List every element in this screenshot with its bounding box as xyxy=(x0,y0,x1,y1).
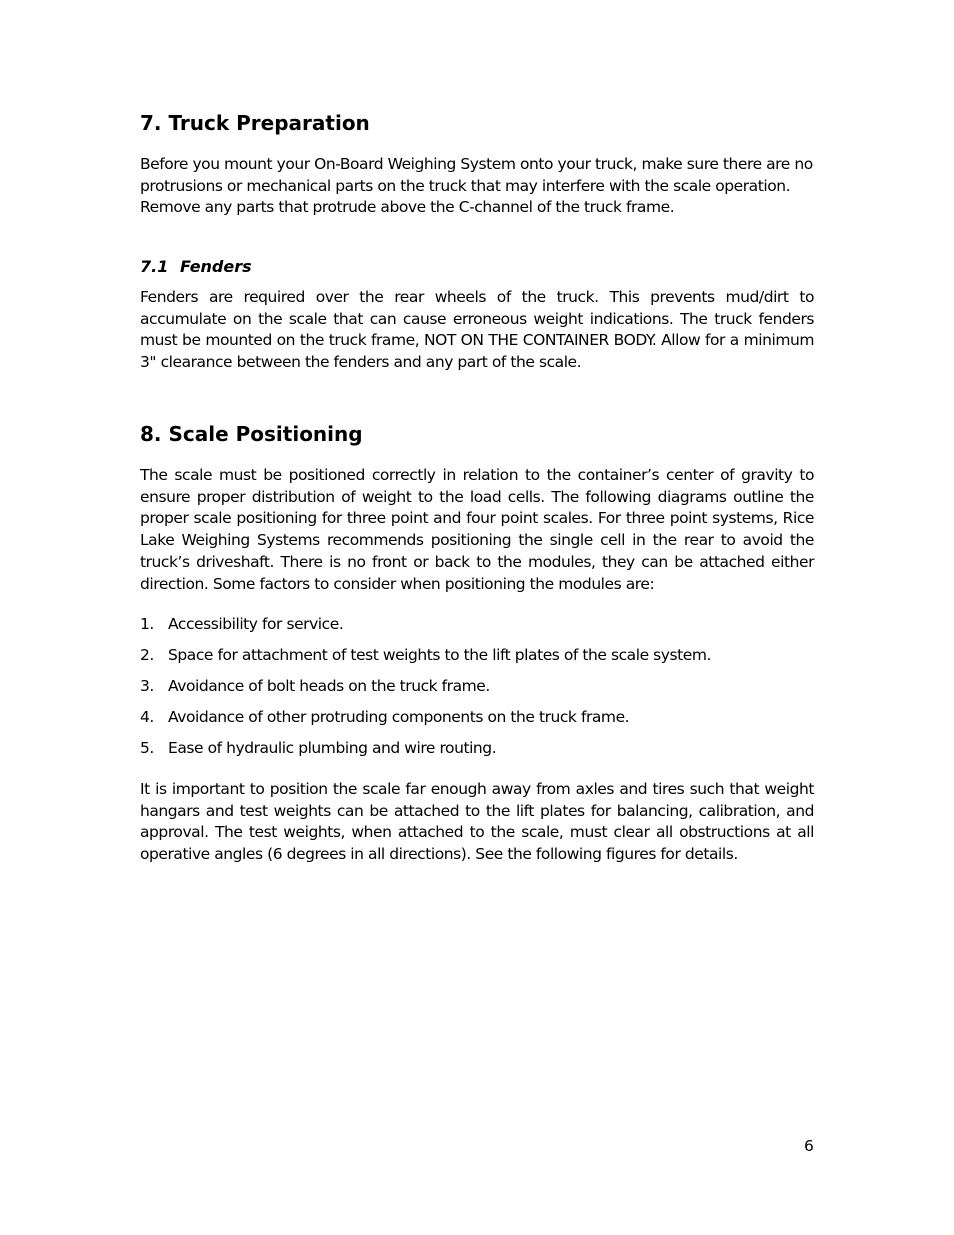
list-item-number: 3. xyxy=(140,677,154,695)
page-number: 6 xyxy=(804,1137,814,1155)
list-item xyxy=(140,707,814,728)
list-item-text: Avoidance of bolt heads on the truck frame. xyxy=(168,677,490,695)
list-item-number: 4. xyxy=(140,708,154,726)
section-7-1-number: 7.1 xyxy=(140,257,169,276)
section-7-1-title: Fenders xyxy=(180,257,252,276)
list-item xyxy=(140,645,814,666)
section-8-paragraph: The scale must be positioned correctly in relation to the container’s center of gravity to ensure proper distribution of weight to the load cells. The following diagrams outline the proper scale positioning for three point and four point scales. For three point systems, Rice Lake Weighing Systems recommends positioning the single cell in the rear to avoid the truck’s driveshaft. There is no front or back to the modules, they can be attached either direction. Some factors to consider when positioning the modules are: xyxy=(140,466,814,593)
section-7-heading: 7. Truck Preparation xyxy=(140,111,370,135)
list-item-number: 1. xyxy=(140,615,154,633)
list-item-text: Avoidance of other protruding components on the truck frame. xyxy=(168,708,630,726)
list-item xyxy=(140,676,814,697)
list-item-text: Ease of hydraulic plumbing and wire routing. xyxy=(168,739,497,757)
section-8-heading: 8. Scale Positioning xyxy=(140,422,363,446)
fenders-paragraph: Fenders are required over the rear wheels of the truck. This prevents mud/dirt to accumulate on the scale that can cause erroneous weight indications. The truck fenders must be mounted on the truck frame, NOT ON THE CONTAINER BODY. Allow for a minimum 3" clearance between the fenders and any part of the scale. xyxy=(140,288,814,372)
section-7-paragraph: Before you mount your On-Board Weighing System onto your truck, make sure there are no protrusions or mechanical parts on the truck that may interfere with the scale operation. Remove any parts that protrude above the C-channel of the truck frame. xyxy=(140,155,813,217)
list-item-number: 2. xyxy=(140,646,154,664)
list-item-text: Space for attachment of test weights to the lift plates of the scale system. xyxy=(168,646,711,664)
section-7-1-heading xyxy=(140,257,252,277)
list-item xyxy=(140,614,814,635)
list-item xyxy=(140,738,814,759)
list-item-number: 5. xyxy=(140,739,154,757)
list-item-text: Accessibility for service. xyxy=(168,615,344,633)
section-8-closing-paragraph: It is important to position the scale far enough away from axles and tires such that weight hangars and test weights can be attached to the lift plates for balancing, calibration, and approval. The test weights, when attached to the scale, must clear all obstructions at all operative angles (6 degrees in all directions). See the following figures for details. xyxy=(140,780,814,864)
